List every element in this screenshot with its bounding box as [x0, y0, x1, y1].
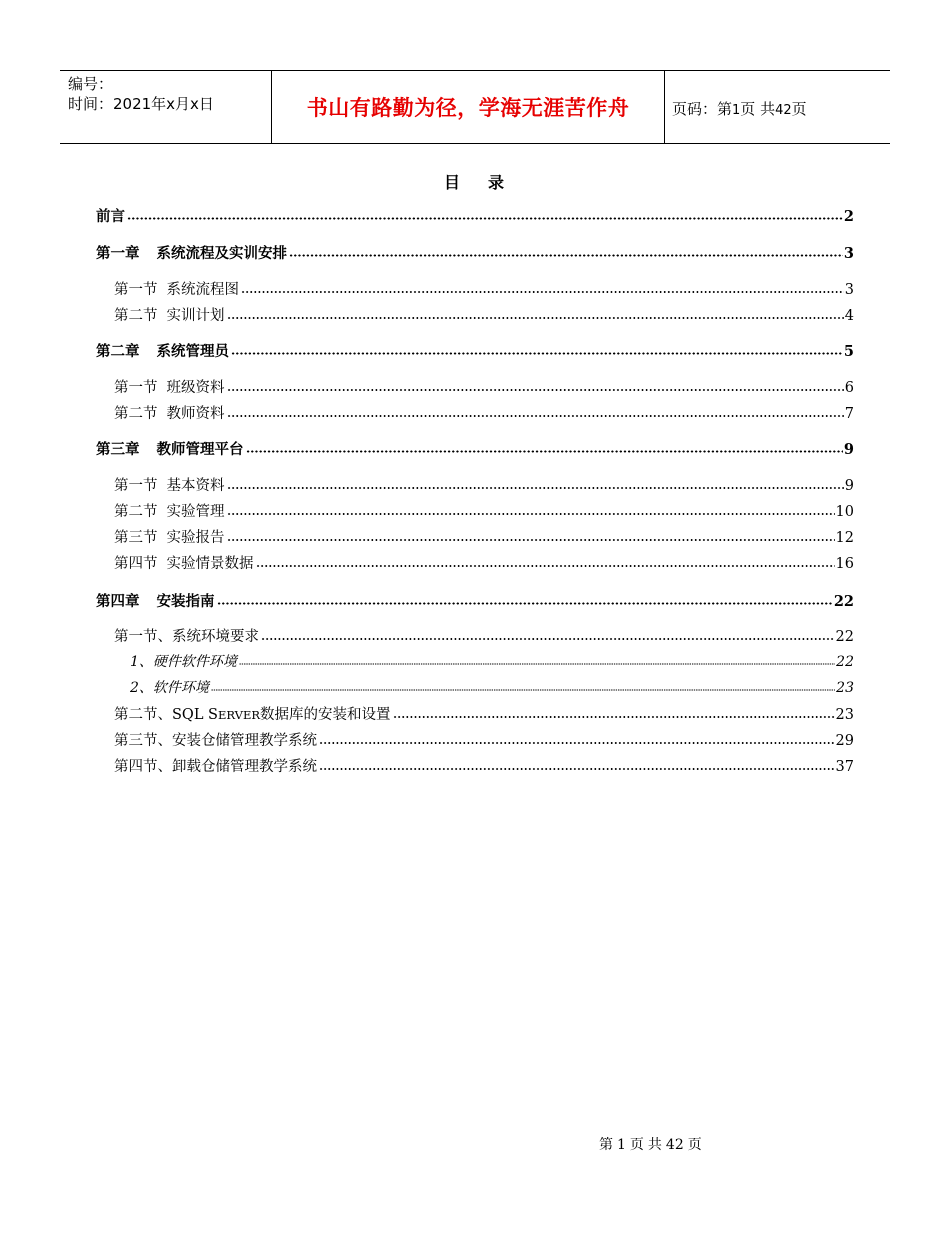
chapter-number: 第二章 — [96, 343, 140, 360]
toc-entry-page: 9 — [843, 441, 854, 458]
toc-entry-label — [114, 474, 226, 495]
toc-entry-label — [96, 340, 230, 361]
header-motto: 书山有路勤为径，学海无涯苦作舟 — [306, 96, 630, 120]
toc-entry-page: 23 — [835, 707, 854, 723]
document-number-label: 编号： — [68, 75, 114, 93]
toc-entry-page: 22 — [833, 593, 854, 610]
toc-leader-dots — [246, 440, 843, 454]
toc-entry-label: 第四节、卸载仓储管理教学系统 — [114, 759, 317, 775]
toc-entry-section[interactable] — [114, 552, 854, 573]
toc-entry-preface[interactable] — [96, 205, 854, 226]
chapter-number: 第一章 — [96, 245, 140, 262]
section-number: 第一节 — [114, 282, 158, 298]
footer-page-current: 1 — [617, 1137, 626, 1153]
toc-entry-section[interactable] — [114, 729, 854, 750]
toc-entry-page: 12 — [835, 530, 854, 546]
toc-entry-chapter-1[interactable] — [96, 242, 854, 263]
section-number: 第一节 — [114, 380, 158, 396]
toc-leader-dots — [227, 528, 835, 542]
toc-entry-section[interactable] — [114, 304, 854, 325]
toc-entry-page: 6 — [844, 380, 854, 396]
label-part: 第二节、SQL S — [114, 707, 218, 723]
section-number: 第二节 — [114, 504, 158, 520]
toc-entry-label — [114, 402, 226, 423]
section-title: 基本资料 — [166, 478, 225, 494]
toc-leader-dots — [261, 627, 835, 641]
page-footer — [599, 1134, 706, 1154]
section-title: 实验情景数据 — [166, 556, 254, 572]
toc-entry-label — [114, 552, 255, 573]
toc-title — [0, 170, 950, 193]
toc-entry-section[interactable] — [114, 474, 854, 495]
toc-entry-page: 22 — [836, 654, 854, 670]
toc-leader-dots — [217, 592, 833, 606]
label-part: 数据库的安装和设置 — [260, 707, 391, 723]
section-title: 实验管理 — [166, 504, 225, 520]
header-left-cell — [68, 74, 268, 114]
toc-leader-dots — [127, 207, 843, 221]
label-part-smallcaps: ERVER — [218, 708, 261, 722]
toc-entry-label — [114, 376, 226, 397]
toc-entry-label: 第一节、系统环境要求 — [114, 629, 259, 645]
section-title: 实训计划 — [166, 308, 225, 324]
toc-leader-dots — [227, 306, 844, 320]
section-title: 实验报告 — [166, 530, 225, 546]
toc-entry-chapter-4[interactable] — [96, 590, 854, 611]
toc-entry-chapter-2[interactable] — [96, 340, 854, 361]
chapter-title: 教师管理平台 — [156, 441, 244, 458]
toc-entry-section[interactable] — [114, 278, 854, 299]
toc-entry-section[interactable] — [114, 526, 854, 547]
chapter-number: 第四章 — [96, 593, 140, 610]
toc-leader-dots — [319, 731, 835, 745]
toc-entry-page: 29 — [835, 733, 854, 749]
toc-entry-page: 2 — [843, 208, 854, 225]
toc-leader-dots — [319, 757, 835, 771]
toc-entry-section[interactable] — [114, 755, 854, 776]
page-mid: 页 共 — [740, 100, 776, 118]
toc-entry-page: 9 — [844, 478, 854, 494]
toc-entry-page: 7 — [844, 406, 854, 422]
section-number: 第二节 — [114, 308, 158, 324]
section-number: 第四节 — [114, 556, 158, 572]
toc-entry-label: 1、硬件软件环境 — [130, 654, 237, 670]
toc-entry-page: 10 — [835, 504, 854, 520]
toc-entry-section[interactable] — [114, 625, 854, 646]
page-suffix: 页 — [791, 100, 807, 118]
toc-entry-subsection[interactable] — [130, 677, 854, 697]
toc-entry-section[interactable] — [114, 500, 854, 521]
page-prefix: 页码：第 — [672, 100, 733, 118]
toc-entry-label: 2、软件环境 — [130, 680, 209, 696]
toc-entry-label: 前言 — [96, 208, 125, 225]
toc-leader-dots — [227, 502, 835, 516]
toc-entry-label — [96, 590, 216, 611]
chapter-number: 第三章 — [96, 441, 140, 458]
toc-entry-page: 37 — [835, 759, 854, 775]
section-number: 第二节 — [114, 406, 158, 422]
toc-entry-page: 5 — [843, 343, 854, 360]
toc-entry-label — [114, 500, 226, 521]
toc-entry-label — [114, 304, 226, 325]
chapter-title: 安装指南 — [156, 593, 215, 610]
toc-entry-label — [114, 703, 392, 724]
toc-leader-dots — [231, 342, 843, 356]
header-page-cell — [672, 98, 807, 119]
toc-entry-page: 23 — [836, 680, 854, 696]
toc-entry-page: 3 — [844, 282, 854, 298]
chapter-title: 系统流程及实训安排 — [156, 245, 287, 262]
chapter-title: 系统管理员 — [156, 343, 229, 360]
toc-leader-dots — [256, 554, 835, 568]
toc-entry-section[interactable] — [114, 376, 854, 397]
header-motto-cell — [271, 71, 665, 143]
toc-leader-dots — [227, 404, 844, 418]
toc-entry-label — [114, 526, 226, 547]
toc-entry-subsection[interactable] — [130, 651, 854, 671]
toc-entry-section[interactable] — [114, 402, 854, 423]
section-title: 班级资料 — [166, 380, 225, 396]
footer-word: 页 — [629, 1137, 644, 1153]
toc-entry-label — [96, 242, 288, 263]
toc-entry-page: 4 — [844, 308, 854, 324]
toc-entry-page: 16 — [835, 556, 854, 572]
page-current: 1 — [732, 103, 741, 118]
toc-leader-dots — [211, 678, 835, 692]
toc-entry-page: 22 — [835, 629, 854, 645]
toc-entry-section[interactable] — [114, 703, 854, 724]
footer-word: 共 — [647, 1137, 662, 1153]
toc-leader-dots — [289, 244, 843, 258]
section-title: 系统流程图 — [166, 282, 239, 298]
section-number: 第一节 — [114, 478, 158, 494]
toc-leader-dots — [393, 705, 835, 719]
document-time-label: 时间：2021年x月x日 — [68, 95, 214, 113]
footer-page-total: 42 — [665, 1137, 684, 1153]
toc-title-part2: 录 — [488, 173, 507, 192]
toc-entry-label — [96, 438, 245, 459]
page-total: 42 — [775, 103, 792, 118]
toc-entry-page: 3 — [843, 245, 854, 262]
toc-entry-label — [114, 278, 240, 299]
footer-word: 第 — [599, 1137, 613, 1153]
section-number: 第三节 — [114, 530, 158, 546]
toc-entry-chapter-3[interactable] — [96, 438, 854, 459]
toc-title-part1: 目 — [443, 173, 462, 192]
section-title: 教师资料 — [166, 406, 225, 422]
toc-leader-dots — [227, 476, 844, 490]
toc-leader-dots — [241, 280, 844, 294]
toc-entry-label: 第三节、安装仓储管理教学系统 — [114, 733, 317, 749]
document-header — [60, 70, 890, 144]
toc-leader-dots — [239, 652, 835, 666]
footer-word: 页 — [687, 1137, 702, 1153]
toc-leader-dots — [227, 378, 844, 392]
